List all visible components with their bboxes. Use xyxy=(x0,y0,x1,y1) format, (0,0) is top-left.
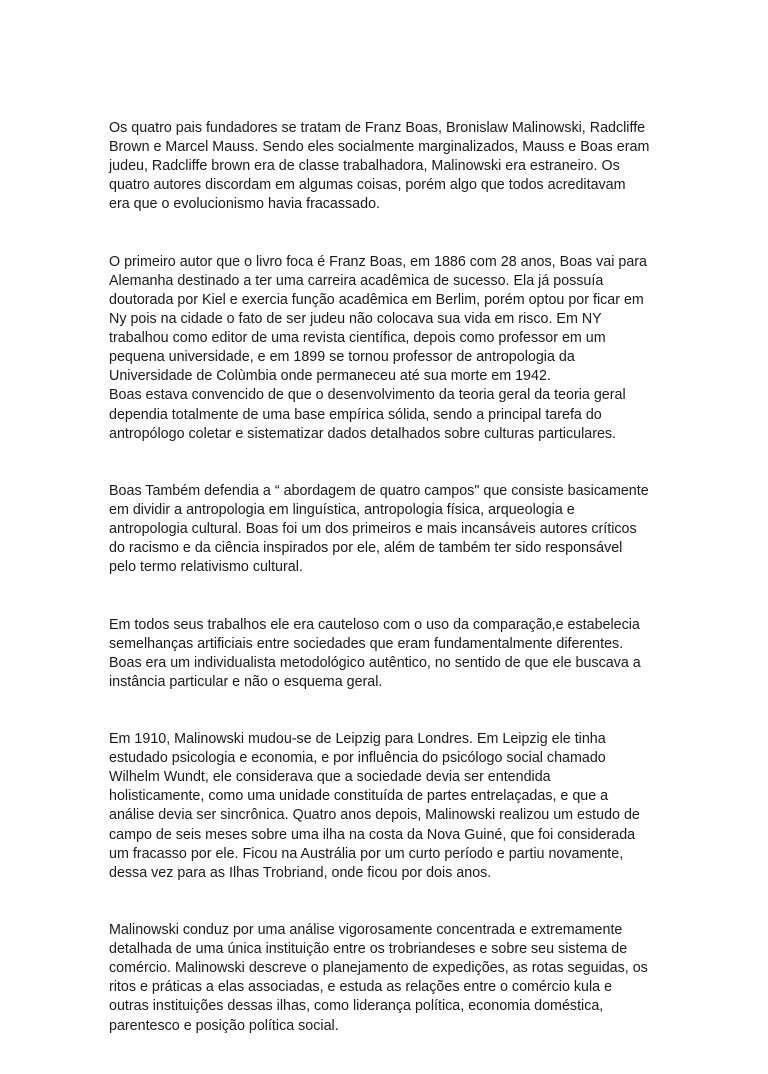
paragraph-malinowski-biography: Em 1910, Malinowski mudou-se de Leipzig para Londres. Em Leipzig ele tinha estudado psicologia e economia, e por influência do psicólogo social chamado Wilhelm Wundt, ele considerava que a sociedade devia ser entendida holisticamente, como uma unidade constituída de partes entrelaçadas, e que a análise devia ser sincrônica. Quatro anos depois, Malinowski realizou um estudo de campo de seis meses sobre uma ilha na costa da Nova Guiné, que foi considerada um fracasso por ele. Ficou na Austrália por um curto período e partiu novamente, dessa vez para as Ilhas Trobriand, onde ficou por dois anos. xyxy=(109,731,640,881)
paragraph-boas-biography: O primeiro autor que o livro foca é Franz Boas, em 1886 com 28 anos, Boas vai para Alemanha destinado a ter uma carreira acadêmica de sucesso. Ela já possuía doutorada por Kiel e exercia função acadêmica em Berlim, porém optou por ficar em Ny pois na cidade o fato de ser judeu não colocava sua vida em risco. Em NY trabalhou como editor de uma revista científica, depois como professor em um pequena universidade, e em 1899 se tornou professor de antropologia da Universidade de Colùmbia onde permaneceu até sua morte em 1942. Boas estava convencido de que o desenvolvimento da teoria geral da teoria geral dependia totalmente de uma base empírica sólida, sendo a principal tarefa do antropólogo coletar e sistematizar dados detalhados sobre culturas particulares. xyxy=(109,253,647,442)
document-body xyxy=(109,100,729,1074)
paragraph-four-fields: Boas Também defendia a “ abordagem de quatro campos" que consiste basicamente em dividir a antropologia em linguística, antropologia física, arqueologia e antropologia cultural. Boas foi um dos primeiros e mais incansáveis autores críticos do racismo e da ciência inspirados por ele, além de também ter sido responsável pelo termo relativismo cultural. xyxy=(109,482,649,576)
paragraph-founders: Os quatro pais fundadores se tratam de Franz Boas, Bronislaw Malinowski, Radcliffe Brown e Marcel Mauss. Sendo eles socialmente marginalizados, Mauss e Boas eram judeu, Radcliffe brown era de classe trabalhadora, Malinowski era estraneiro. Os quatro autores discordam em algumas coisas, porém algo que todos acreditavam era que o evolucionismo havia fracassado. xyxy=(109,120,650,213)
paragraph-kula-analysis: Malinowski conduz por uma análise vigorosamente concentrada e extremamente detalhada de uma única instituição entre os trobriandeses e sobre seu sistema de comércio. Malinowski descreve o planejamento de expedições, as rotas seguidas, os ritos e práticas a elas associadas, e estuda as relações entre o comércio kula e outras instituições dessas ilhas, como liderança política, economia doméstica, parentesco e posição política social. xyxy=(109,922,648,1034)
paragraph-comparison: Em todos seus trabalhos ele era cauteloso com o uso da comparação,e estabelecia semelhanças artificiais entre sociedades que eram fundamentalmente diferentes. Boas era um individualista metodológico autêntico, no sentido de que ele buscava a instância particular e não o esquema geral. xyxy=(109,616,641,690)
